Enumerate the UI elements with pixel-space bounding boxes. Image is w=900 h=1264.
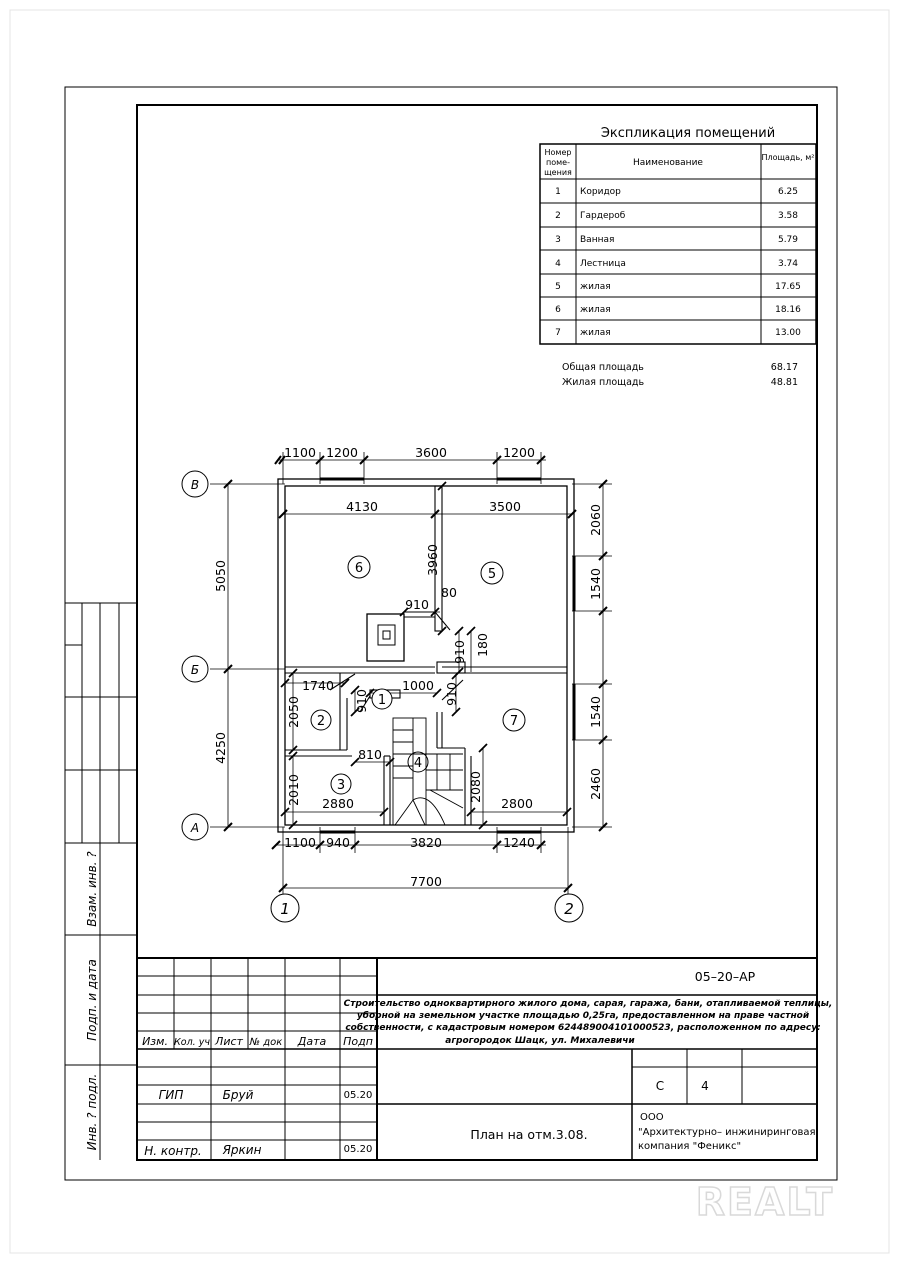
dim-inner: 180 (475, 633, 490, 657)
dim-inner: 80 (441, 585, 457, 600)
project-line: собственности, с кадастровым номером 624489004101000523, расположенном по адресу: (345, 1023, 821, 1033)
row-area: 3.58 (777, 211, 799, 221)
col-header: Лист (215, 1035, 243, 1048)
side-stamp (65, 603, 137, 1160)
dim-overall: 7700 (410, 874, 442, 889)
row-name: Гардероб (580, 211, 626, 221)
floor-plan (182, 452, 612, 922)
dim-inner: 2080 (468, 771, 483, 803)
gip-date: 05.20 (343, 1090, 373, 1101)
row-num: 5 (555, 282, 561, 292)
col-header: Кол. уч (174, 1037, 210, 1048)
header-num-1: Номер (544, 148, 572, 157)
dim-right: 2460 (588, 768, 603, 800)
org-line: "Архитектурно– инжиниринговая (638, 1127, 816, 1138)
row-area: 18.16 (775, 305, 801, 315)
row-name: Лестница (580, 259, 626, 269)
dim-top: 1100 (284, 445, 316, 460)
gip-role: ГИП (158, 1088, 184, 1102)
room-number: 2 (316, 714, 326, 729)
dim-inner: 1740 (302, 678, 334, 693)
living-area-label: Жилая площадь (562, 377, 645, 388)
org-line: ООО (640, 1112, 664, 1123)
stage: С (655, 1079, 665, 1093)
axis-label: 2 (564, 900, 574, 918)
side-instead-inv: Взам. инв. ? (85, 851, 99, 927)
staircase (393, 718, 463, 825)
header-name: Наименование (633, 158, 703, 168)
watermark-logo: REALT (695, 1180, 835, 1224)
dim-left: 4250 (213, 732, 228, 764)
dim-right: 1540 (588, 568, 603, 600)
living-area-value: 48.81 (770, 377, 798, 388)
dim-bottom: 3820 (410, 835, 442, 850)
dim-left: 5050 (213, 560, 228, 592)
room-number: 6 (354, 561, 364, 576)
col-header: № док (249, 1037, 283, 1048)
row-num: 3 (555, 235, 561, 245)
dim-inner: 3960 (425, 544, 440, 576)
dim-inner: 2050 (286, 696, 301, 728)
row-area: 5.79 (777, 235, 799, 245)
dim-bottom: 1100 (284, 835, 316, 850)
row-area: 13.00 (775, 328, 801, 338)
project-line: агрогородок Шацк, ул. Михалевичи (445, 1036, 635, 1046)
dim-inner-top: 3500 (489, 499, 521, 514)
row-area: 17.65 (775, 282, 801, 292)
row-name: Ванная (580, 235, 615, 245)
nk-date: 05.20 (343, 1144, 373, 1155)
sheet-title: План на отм.3.08. (470, 1127, 588, 1142)
dim-bottom: 940 (326, 835, 350, 850)
total-area-label: Общая площадь (562, 362, 644, 373)
dim-top: 1200 (503, 445, 535, 460)
nk-name: Яркин (222, 1143, 262, 1157)
nk-role: Н. контр. (144, 1144, 202, 1158)
row-name: Коридор (580, 187, 621, 197)
row-name: жилая (580, 282, 611, 292)
sheet-number: 4 (701, 1079, 709, 1093)
dim-top: 1200 (326, 445, 358, 460)
total-area-value: 68.17 (770, 362, 798, 373)
project-code: 05–20–АР (694, 969, 756, 984)
dim-right: 1540 (588, 696, 603, 728)
col-header: Дата (297, 1035, 327, 1048)
room-number: 7 (509, 714, 519, 729)
col-header: Изм. (142, 1035, 168, 1048)
room-number: 1 (377, 693, 387, 708)
dim-inner: 910 (452, 640, 467, 664)
dim-top: 3600 (415, 445, 447, 460)
col-header: Подп (343, 1035, 373, 1048)
project-line: Строительство одноквартирного жилого дома, сарая, гаража, бани, отапливаемой теплицы, (343, 999, 833, 1009)
dim-inner: 2880 (322, 796, 354, 811)
org-line: компания "Феникс" (638, 1141, 742, 1152)
row-area: 3.74 (777, 259, 799, 269)
gip-name: Бруй (222, 1088, 254, 1102)
header-num-2: поме- (546, 158, 570, 167)
dim-inner: 910 (405, 597, 429, 612)
row-num: 1 (555, 187, 561, 197)
dim-inner: 810 (358, 747, 382, 762)
dim-inner: 2800 (501, 796, 533, 811)
room-number: 5 (487, 567, 497, 582)
dim-inner: 910 (354, 689, 369, 713)
dim-bottom: 1240 (503, 835, 535, 850)
header-num-3: щения (544, 168, 572, 177)
dim-inner: 1000 (402, 678, 434, 693)
explication-title: Экспликация помещений (600, 126, 776, 141)
dim-inner-top: 4130 (346, 499, 378, 514)
axis-label: Б (190, 663, 200, 677)
row-num: 6 (555, 305, 561, 315)
side-inv-orig: Инв. ? подл. (85, 1073, 99, 1151)
explication-table (540, 126, 816, 388)
dim-inner: 910 (444, 682, 459, 706)
room-number: 4 (413, 756, 423, 771)
row-name: жилая (580, 328, 611, 338)
row-area: 6.25 (777, 187, 799, 197)
axis-label: В (190, 478, 200, 492)
project-line: уборной на земельном участке площадью 0,25га, предоставленном на праве частной (356, 1011, 810, 1021)
row-num: 4 (555, 259, 561, 269)
axis-label: 1 (280, 900, 290, 918)
room-number: 3 (336, 778, 346, 793)
row-num: 2 (555, 211, 561, 221)
header-area: Площадь, м² (761, 153, 815, 162)
dim-right: 2060 (588, 504, 603, 536)
dim-inner: 2010 (286, 774, 301, 806)
row-num: 7 (555, 328, 561, 338)
row-name: жилая (580, 305, 611, 315)
side-sign-date: Подп. и дата (85, 959, 99, 1041)
axis-label: А (190, 821, 200, 835)
